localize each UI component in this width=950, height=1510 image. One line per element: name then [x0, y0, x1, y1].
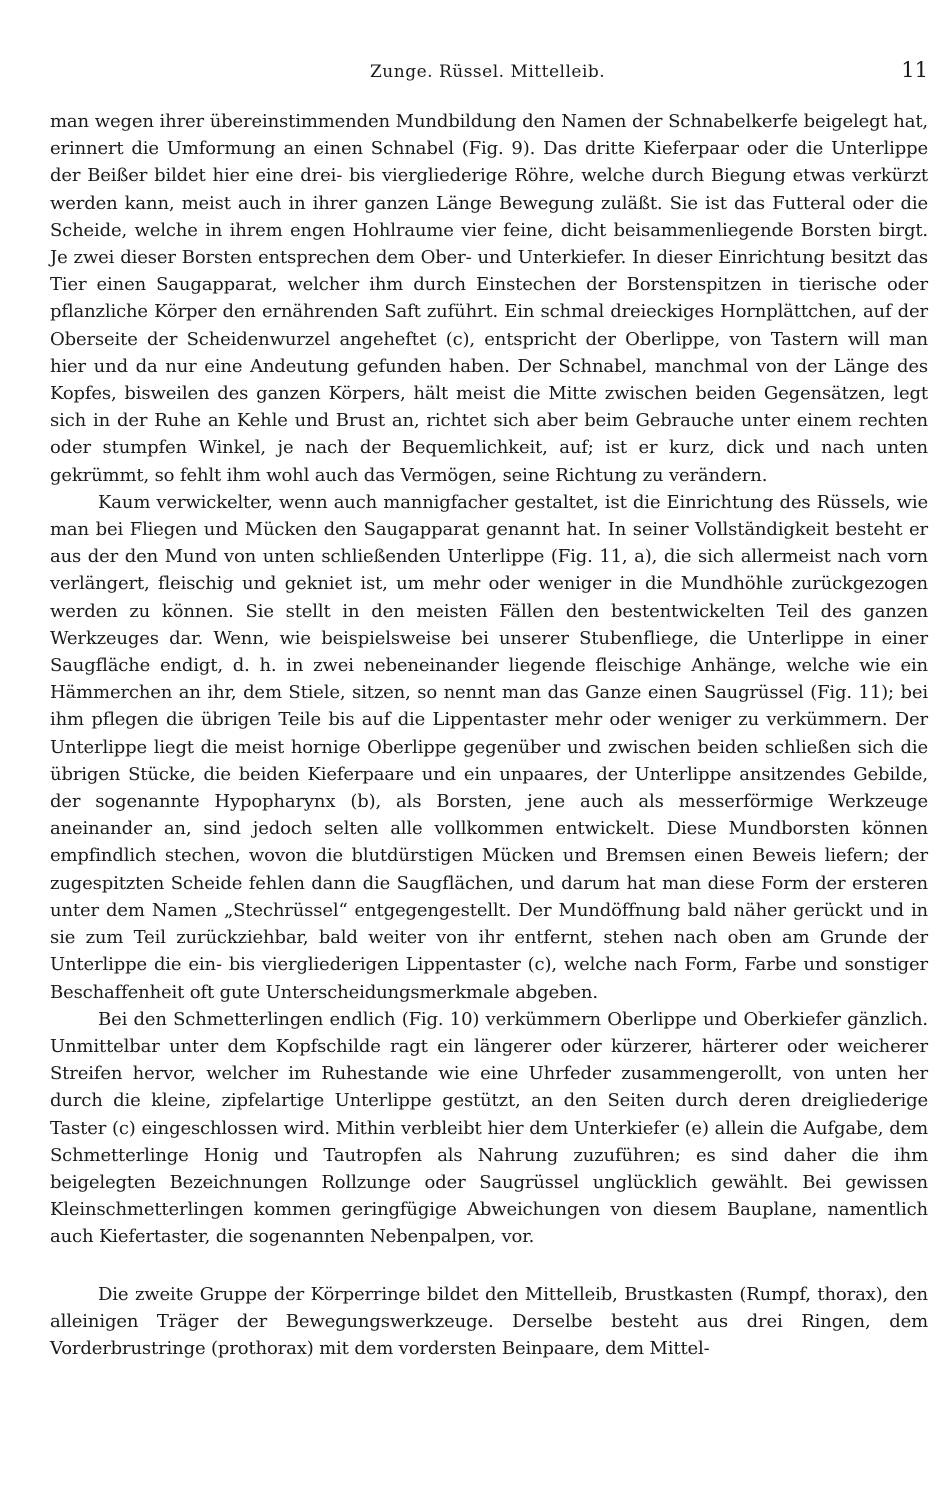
book-page — [50, 58, 928, 1362]
running-header — [50, 58, 928, 92]
page-number: 11 — [901, 58, 928, 82]
running-head-title: Zunge. Rüssel. Mittelleib. — [370, 62, 606, 82]
paragraph-ruessel: Kaum verwickelter, wenn auch mannigfacher gestaltet, ist die Einrichtung des Rüssels, wie man bei Fliegen und Mücken den Saugapparat genannt hat. In seiner Vollständigkeit besteht er aus der den Mund von unten schließenden Unterlippe (Fig. 11, a), die sich allermeist nach vorn verlängert, fleischig und gekniet ist, um mehr oder weniger in die Mundhöhle zurückgezogen werden zu können. Sie stellt in den meisten Fällen den bestentwickelten Teil des ganzen Werkzeuges dar. Wenn, wie beispielsweise bei unserer Stubenfliege, die Unterlippe in einer Saugfläche endigt, d. h. in zwei nebeneinander liegende fleischige Anhänge, welche wie ein Hämmerchen an ihr, dem Stiele, sitzen, so nennt man das Ganze einen Saugrüssel (Fig. 11); bei ihm pflegen die übrigen Teile bis auf die Lippentaster mehr oder weniger zu verkümmern. Der Unterlippe liegt die meist hornige Oberlippe gegenüber und zwischen beiden schließen sich die übrigen Stücke, die beiden Kieferpaare und ein unpaares, der Unterlippe ansitzendes Gebilde, der sogenannte Hypopharynx (b), als Borsten, jene auch als messerförmige Werkzeuge aneinander an, sind jedoch selten alle vollkommen entwickelt. Diese Mundborsten können empfindlich stechen, wovon die blutdürstigen Mücken und Bremsen einen Beweis liefern; der zugespitzten Scheide fehlen dann die Saugflächen, und darum hat man diese Form der ersteren unter dem Namen „Stechrüssel“ entgegengestellt. Der Mundöffnung bald näher gerückt und in sie zum Teil zurückziehbar, bald weiter von ihr entfernt, stehen nach oben am Grunde der Unterlippe die ein- bis viergliederigen Lippentaster (c), welche nach Form, Farbe und sonstiger Beschaffenheit oft gute Unterscheidungsmerkmale abgeben. — [50, 491, 928, 1003]
paragraph-mittelleib: Die zweite Gruppe der Körperringe bildet den Mittelleib, Brustkasten (Rumpf, thorax), den alleinigen Träger der Bewegungswerkzeuge. Derselbe besteht aus drei Ringen, dem Vorderbrustringe (prothorax) mit dem vordersten Beinpaare, dem Mittel- — [50, 1283, 928, 1359]
paragraph-schmetterlinge: Bei den Schmetterlingen endlich (Fig. 10) verkümmern Oberlippe und Oberkiefer gänzlich. Unmittelbar unter dem Kopfschilde ragt ein längerer oder kürzerer, härterer oder weicherer Streifen hervor, welcher im Ruhestande wie eine Uhrfeder zusammengerollt, von unten her durch die kleine, zipfelartige Unterlippe gestützt, an den Seiten durch deren dreigliederige Taster (c) eingeschlossen wird. Mithin verbleibt hier dem Unterkiefer (e) allein die Aufgabe, dem Schmetterlinge Honig und Tautropfen als Nahrung zuzuführen; es sind daher die ihm beigelegten Bezeichnungen Rollzunge oder Saugrüssel unglücklich gewählt. Bei gewissen Kleinschmetterlingen kommen geringfügige Abweichungen von diesem Bauplane, namentlich auch Kiefertaster, die sogenannten Nebenpalpen, vor. — [50, 1008, 928, 1248]
body-text — [50, 108, 928, 1362]
paragraph-continuation: man wegen ihrer übereinstimmenden Mundbildung den Namen der Schnabelkerfe beigelegt hat, erinnert die Umformung an einen Schnabel (Fig. 9). Das dritte Kieferpaar oder die Unterlippe der Beißer bildet hier eine drei- bis viergliederige Röhre, welche durch Biegung etwas verkürzt werden kann, meist auch in ihrer ganzen Länge Bewegung zuläßt. Sie ist das Futteral oder die Scheide, welche in ihrem engen Hohlraume vier feine, dicht beisammenliegende Borsten birgt. Je zwei dieser Borsten entsprechen dem Ober- und Unterkiefer. In dieser Einrichtung besitzt das Tier einen Saugapparat, welcher ihm durch Einstechen der Borstenspitzen in tierische oder pflanzliche Körper den ernährenden Saft zuführt. Ein schmal dreieckiges Hornplättchen, auf der Oberseite der Scheidenwurzel angeheftet (c), entspricht der Oberlippe, von Tastern will man hier und da nur eine Andeutung gefunden haben. Der Schnabel, manchmal von der Länge des Kopfes, bisweilen des ganzen Körpers, hält meist die Mitte zwischen beiden Gegensätzen, legt sich in der Ruhe an Kehle und Brust an, richtet sich aber beim Gebrauche unter einem rechten oder stumpfen Winkel, je nach der Bequemlichkeit, auf; ist er kurz, dick und nach unten gekrümmt, so fehlt ihm wohl auch das Vermögen, seine Richtung zu verändern. — [50, 111, 928, 486]
